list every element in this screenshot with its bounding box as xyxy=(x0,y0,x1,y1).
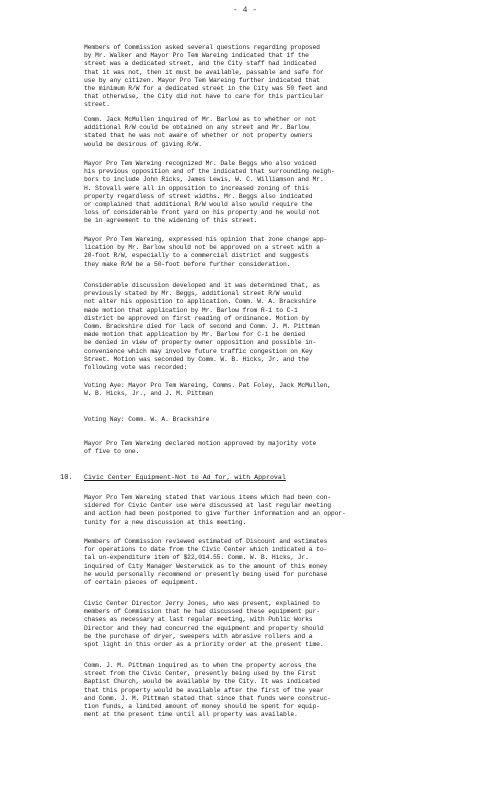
paragraph-item-4: Comm. J. M. Pittman inquired as to when the property across the street from the Civic Center, presently being used by the First Baptist Church, would be available by the City. It was indicated that this property would be available after the first of the year and Comm. J. M. Pittman stated that since that funds were construc- tion funds, a limited amount of money should be spent for equip- ment at the present time until all property was available. xyxy=(84,662,331,719)
paragraph-5: Considerable discussion developed and it was determined that, as previously stated by Mr. Beggs, additional street R/W would not alter his opposition to application. Comm. W. A. Brackshire made motion that application by Mr. Barlow from R-1 to C-1 district be approved on first reading of ordinance. Motion by Comm. Brackshire died for lack of second and Comm. J. M. Pittman made motion that application by Mr. Barlow for C-1 be denied be denied in view of property owner opposition and possible in- convenience which may involve future traffic congestion on Key Street. Motion was seconded by Comm. W. B. Hicks, Jr. and the following vote was recorded: xyxy=(84,282,320,372)
paragraph-declaration: Mayor Pro Tem Wareing declared motion approved by majority vote of five to one. xyxy=(84,440,317,456)
paragraph-4: Mayor Pro Tem Wareing, expressed his opinion that zone change app- lication by Mr. Barlow should not be approved on a street with a 20-foot R/W, especially to a commercial district and suggests they make R/W be a 50-foot before further consideration. xyxy=(84,236,328,268)
paragraph-2: Comm. Jack McMullen inquired of Mr. Barlow as to whether or not additional R/W could be obtained on any street and Mr. Barlow stated that he was not aware of whether or not property owners would be desirous of giving R/W. xyxy=(84,116,317,148)
page-number: - 4 - xyxy=(232,6,257,15)
voting-aye: Voting Aye: Mayor Pro Tem Wareing, Comms. Pat Foley, Jack McMullen, W. B. Hicks, Jr., and J. M. Pittman xyxy=(84,382,331,398)
paragraph-item-1: Mayor Pro Tem Wareing stated that various items which had been con- sidered for Civic Center use were discussed at last regular meeting and action had been postponed to give further information and an oppor- tunity for a new discussion at this meeting. xyxy=(84,494,346,526)
paragraph-1: Members of Commission asked several questions regarding proposed by Mr. Walker and Mayor Pro Tem Wareing indicated that if the street was a dedicated street, and the City staff had indicated that it was not, then it must be available, passable and safe for use by any citizen. Mayor Pro Tem Wareing further indicated that the minimum R/W for a dedicated street in the City was 50 feet and that otherwise, the City did not have to care for this particular street. xyxy=(84,44,328,109)
item-title: Civic Center Equipment-Not to Ad for, with Approval xyxy=(84,474,286,481)
item-number: 10. xyxy=(60,474,73,482)
paragraph-3: Mayor Pro Tem Wareing recognized Mr. Dale Beggs who also voiced his previous opposition and of the indicated that surrounding neigh- bors to include John Ricks, James Lewis, W. C. Williamson and Mr. H. Stovall were all in opposition to increased zoning of this property regardless of street widths. Mr. Beggs also indicated or complained that additional R/W would also would require the loss of considerable front yard on his property and he would not be in agreement to the widening of this street. xyxy=(84,160,335,225)
paragraph-item-2: Members of Commission reviewed estimated of Discount and estimates for operations to date from the Civic Center which indicated a to- tal un-expenditure item of $22,014.55. Comm. W. B. Hicks, Jr. inquired of City Manager Westerwick as to the amount of this money he would personally recommend or presently being used for purchase of certain pieces of equipment. xyxy=(84,538,328,587)
paragraph-item-3: Civic Center Director Jerry Jones, who was present, explained to members of Commission that he had discussed these equipment pur- chases as necessary at last regular meeting, with Public Works Director and they had concurred the equipment and property should be the purchase of dryer, sweepers with abrasive rollers and a spot light in this order as a priority order at the present time. xyxy=(84,600,324,649)
voting-nay: Voting Nay: Comm. W. A. Brackshire xyxy=(84,416,210,423)
